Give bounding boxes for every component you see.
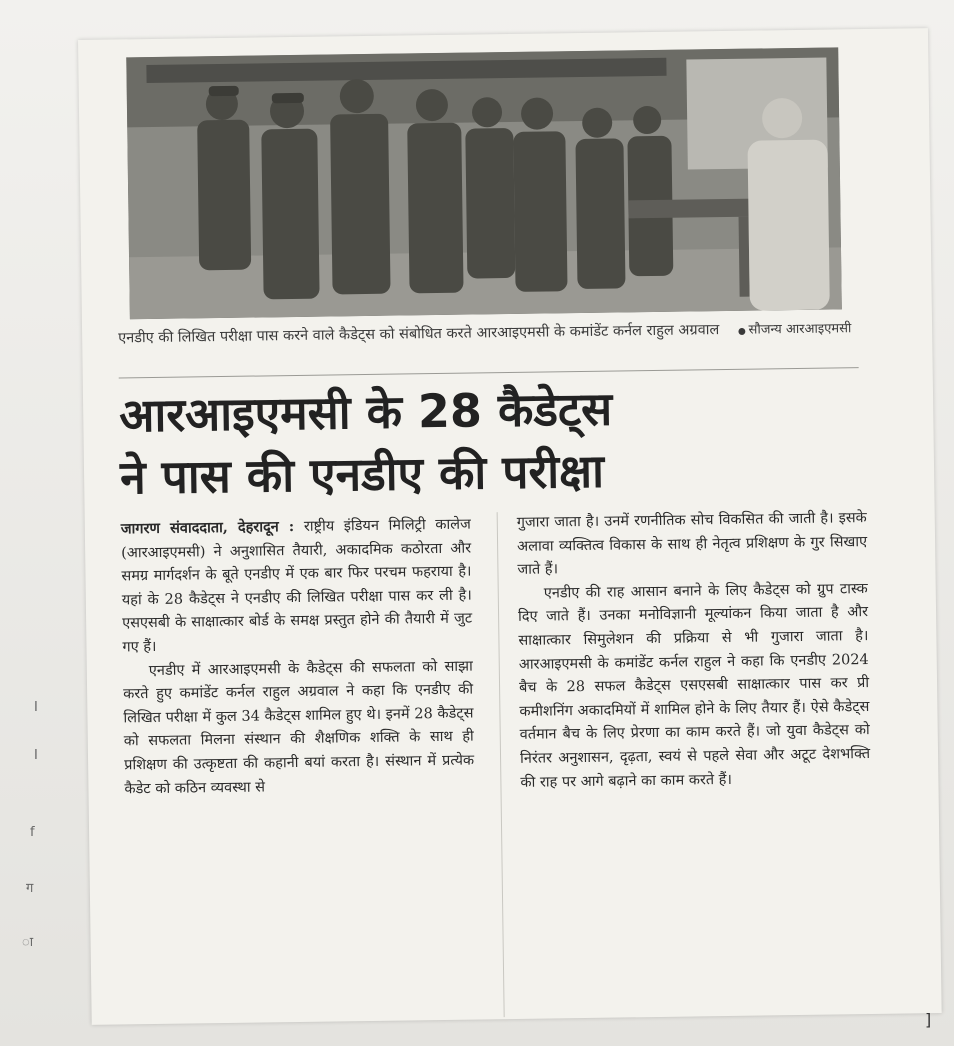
margin-mark: I: [34, 748, 38, 763]
headline-line-1: आरआइएमसी के 28 कैडेट्स: [118, 381, 613, 443]
margin-mark: ा: [22, 935, 34, 950]
paragraph: एनडीए में आरआइएमसी के कैडेट्स की सफलता को साझा करते हुए कमांडेंट कर्नल राहुल अग्रवाल ने कहा कि एनडीए की लिखित परीक्षा में कुल 34 कैडेट्स शामिल हुए थे। इनमें 28 कैडेट्स को सफलता मिलना संस्थान की शैक्षणिक शक्ति के साथ ही प्रशिक्षण की उत्कृष्टता की कहानी बयां करता है। संस्थान में प्रत्येक कैडेट को कठिन व्यवस्था से: [123, 658, 475, 797]
corner-mark: ]: [925, 1010, 932, 1029]
paragraph: गुजारा जाता है। उनमें रणनीतिक सोच विकसित की जाती है। इसके अलावा व्यक्तित्व विकास के साथ ही नेतृत्व प्रशिक्षण के गुर सिखाए जाते हैं।: [516, 510, 868, 579]
photo-credit: ● सौजन्य आरआइएमसी: [738, 321, 852, 338]
headline: [119, 374, 881, 509]
cadets-photo-illustration: [126, 47, 842, 319]
margin-mark: I: [34, 700, 38, 715]
headline-line-2: ने पास की एनडीए की परीक्षा: [119, 443, 605, 505]
margin-mark: ग: [26, 881, 34, 896]
byline: जागरण संवाददाता, देहरादून :: [120, 518, 295, 538]
paragraph-text: राष्ट्रीय इंडियन मिलिट्री कालेज (आरआइएमसी) ने अनुशासित तैयारी, अकादमिक कठोरता और समग्र मार्गदर्शन के बूते एनडीए में एक बार फिर परचम फहराया है। यहां के 28 कैडेट्स ने एनडीए की लिखित परीक्षा पास कर ली है। एसएसबी के साक्षात्कार बोर्ड के समक्ष प्रस्तुत होने की तैयारी में जुट गए हैं।: [121, 516, 473, 656]
news-photo: [126, 47, 842, 319]
caption-text: एनडीए की लिखित परीक्षा पास करने वाले कैडेट्स को संबोधित करते आरआइएमसी के कमांडेंट कर्नल राहुल अग्रवाल: [118, 322, 720, 347]
paragraph: एनडीए की राह आसान बनाने के लिए कैडेट्स को ग्रुप टास्क दिए जाते हैं। उनका मनोविज्ञानी मूल्यांकन किया जाता है और साक्षात्कार सिमुलेशन की प्रक्रिया से भी गुजारा जाता है। आरआइएमसी के कमांडेंट कर्नल राहुल ने कहा कि एनडीए 2024 बैच के 28 सफल कैडेट्स एसएसबी साक्षात्कार पास कर प्री कमीशनिंग अकादमियों में शामिल होने के लिए तैयार हैं। ऐसे कैडेट्स वर्तमान बैच के लिए प्रेरणा का काम करते हैं। जो युवा कैडेट्स को निरंतर अनुशासन, दृढ़ता, स्वयं से पहले सेवा और अटूट देशभक्ति की राह पर आगे बढ़ाने का काम करते हैं।: [517, 580, 871, 791]
photo-caption: [118, 317, 858, 351]
newspaper-clipping: [78, 28, 942, 1025]
margin-mark: f: [30, 825, 35, 840]
column-divider: [497, 512, 505, 1017]
article-column-left: [121, 513, 475, 802]
article-column-right: [517, 507, 871, 795]
paragraph: [121, 513, 473, 660]
